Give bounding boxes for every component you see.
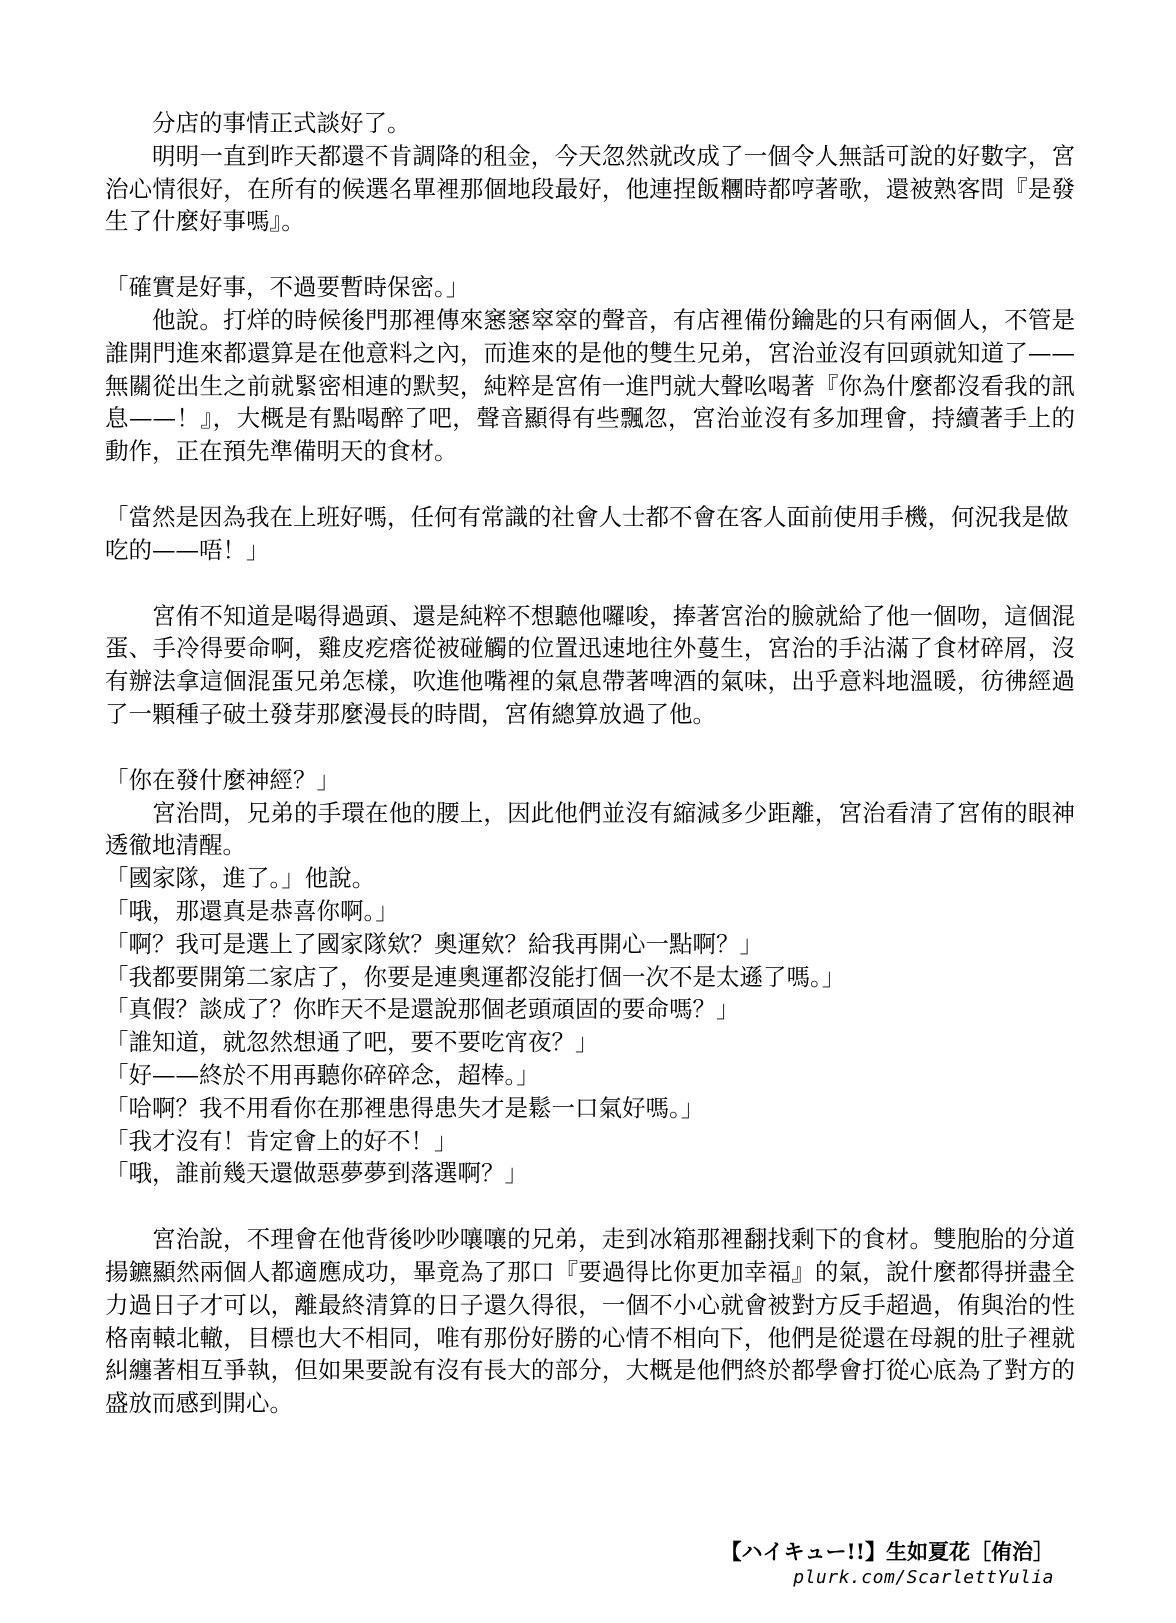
paragraph: 他說。打烊的時候後門那裡傳來窸窸窣窣的聲音，有店裡備份鑰匙的只有兩個人，不管是誰開門進來都還算是在他意料之內，而進來的是他的雙生兄弟，宮治並沒有回頭就知道了——無關從出生之前就緊密相連的默契，純粹是宮侑一進門就大聲吆喝著『你為什麼都沒看我的訊息——！』，大概是有點喝醉了吧，聲音顯得有些飄忽，宮治並沒有多加理會，持續著手上的動作，正在預先準備明天的食材。 — [105, 305, 1075, 466]
paragraph-gap — [105, 1190, 1075, 1223]
dialogue-line: 「真假？談成了？你昨天不是還說那個老頭頑固的要命嗎？」 — [105, 995, 740, 1024]
paragraph: 宮治說，不理會在他背後吵吵嚷嚷的兄弟，走到冰箱那裡翻找剩下的食材。雙胞胎的分道揚鑣顯然兩個人都適應成功，畢竟為了那口『要過得比你更加幸福』的氣，說什麼都得拼盡全力過日子才可以，離最終清算的日子還久得很，一個不小心就會被對方反手超過，侑與治的性格南轅北轍，目標也大不相同，唯有那份好勝的心情不相向下，他們是從還在母親的肚子裡就糾纏著相互爭執，但如果要說有沒有長大的部分，大概是他們終於都學會打從心底為了對方的盛放而感到開心。 — [105, 1225, 1075, 1418]
dialogue-line: 「啊？我可是選上了國家隊欸？奧運欸？給我再開心一點啊？」 — [105, 929, 763, 958]
paragraph-gap — [105, 731, 1075, 764]
paragraph: 明明一直到昨天都還不肯調降的租金，今天忽然就改成了一個令人無話可說的好數字，宮治心情很好，在所有的候選名單裡那個地段最好，他連捏飯糰時都哼著歌，還被熟客問『是發生了什麼好事嗎』。 — [105, 141, 1075, 236]
dialogue-line: 「你在發什麼神經？」 — [105, 765, 340, 794]
dialogue-line: 「我才沒有！肯定會上的好不！」 — [105, 1126, 458, 1155]
dialogue-line: 「哦，誰前幾天還做惡夢夢到落選啊？」 — [105, 1159, 528, 1188]
dialogue-line: 「當然是因為我在上班好嗎，任何有常識的社會人士都不會在客人面前使用手機，何況我是做吃的——唔！」 — [105, 502, 1069, 564]
document-body — [105, 107, 1075, 1420]
paragraph: 宮侑不知道是喝得過頭、還是純粹不想聽他囉唆，捧著宮治的臉就給了他一個吻，這個混蛋、手冷得要命啊，雞皮疙瘩從被碰觸的位置迅速地往外蔓生，宮治的手沾滿了食材碎屑，沒有辦法拿這個混蛋兄弟怎樣，吹進他嘴裡的氣息帶著啤酒的氣味，出乎意料地溫暖，彷彿經過了一顆種子破土發芽那麼漫長的時間，宮侑總算放過了他。 — [105, 601, 1075, 728]
dialogue-line: 「誰知道，就忽然想通了吧，要不要吃宵夜？」 — [105, 1028, 599, 1057]
dialogue-line: 「哦，那還真是恭喜你啊。」 — [105, 896, 399, 925]
dialogue-line: 「好——終於不用再聽你碎碎念，超棒。」 — [105, 1060, 540, 1089]
paragraph-gap — [105, 238, 1075, 271]
dialogue-line: 「我都要開第二家店了，你要是連奧運都沒能打個一次不是太遜了嗎。」 — [105, 962, 846, 991]
paragraph-gap — [105, 567, 1075, 600]
footer-link: plurk.com/ScarlettYulia — [793, 1567, 1054, 1588]
paragraph: 宮治問，兄弟的手環在他的腰上，因此他們並沒有縮減多少距離，宮治看清了宮侑的眼神透徹地清醒。 — [105, 798, 1075, 860]
paragraph: 分店的事情正式談好了。 — [152, 109, 411, 137]
footer-title: 【ハイキュー!!】生如夏花［侑治］ — [720, 1539, 1054, 1564]
paragraph-gap — [105, 468, 1075, 501]
dialogue-line: 「哈啊？我不用看你在那裡患得患失才是鬆一口氣好嗎。」 — [105, 1093, 705, 1122]
page-footer — [721, 1538, 1054, 1590]
dialogue-line: 「確實是好事，不過要暫時保密。」 — [105, 273, 470, 302]
dialogue-line: 「國家隊，進了。」他說。 — [105, 864, 376, 893]
